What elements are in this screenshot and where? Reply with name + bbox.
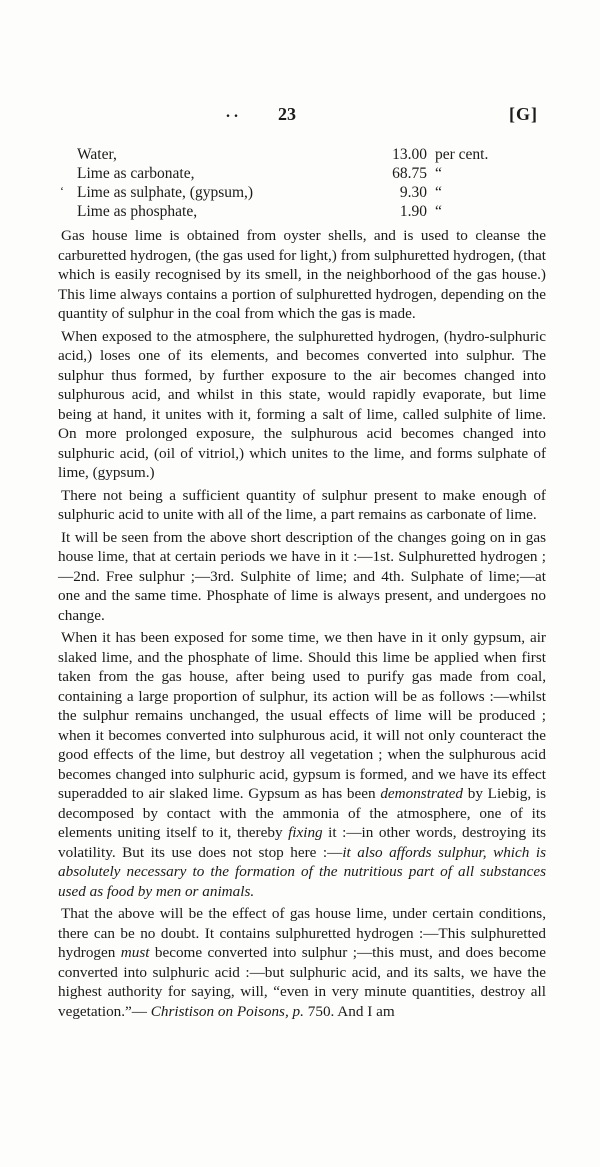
paragraph: Gas house lime is obtained from oyster shells, and is used to cleanse the carburetted hydrogen, (the gas used for light,) from sulphuretted hydrogen, (that which is easily recognised by its smell, in the neighborhood of the gas house.) This lime always contains a portion of sulphuretted hydrogen, depending on the quantity of sulphur in the coal from which the gas is made. [58,227,546,322]
text-run: 750. And I am [303,1002,395,1020]
margin-mark: ʻ [60,184,64,198]
component-name: Lime as sulphate, (gypsum,) [77,184,254,201]
component-value: 1.90 [399,203,427,220]
text-run: by Liebig, is decomposed by contact with the ammonia of the atmosphere, one of its elements uniting itself to it, thereby [58,785,546,841]
component-value: 9.30 [399,184,427,201]
table-row [60,203,530,222]
body-text [58,226,546,1021]
table-row [60,146,530,165]
component-unit: “ [435,165,442,182]
emphasis: it also affords sulphur, which is absolutely necessary to the formation of the nutritious part of all substances used as food by men or animals. [58,843,546,900]
table-row [60,165,530,184]
text-run: it :—in other words, destroying its volatility. But its use does not stop here :— [58,824,546,861]
component-name: Lime as carbonate, [77,165,195,182]
composition-table [60,146,530,222]
paragraph [58,904,546,1021]
header-dots: . . [226,104,238,121]
paragraph: When exposed to the atmosphere, the sulphuretted hydrogen, (hydro-sulphuric acid,) loses one of its elements, and becomes converted into sulphur. The sulphur thus formed, by further exposure to the air becomes changed into sulphurous acid, and whilst in this state, would rapidly evaporate, but lime being at hand, it unites with it, forming a salt of lime, called sulphite of lime. On more prolonged exposure, the sulphurous acid becomes changed into sulphuric acid, (oil of vitriol,) which unites to the lime, and forms sulphate of lime, (gypsum.) [58,327,546,481]
emphasis: fixing [288,824,323,841]
text-run: become converted into sulphur ;—this must, and does become converted into sulphuric acid :—but sulphuric acid, and its salts, we have the highest authority for saying, will, “even in very minute quantities, destroy all vegetation.”— [58,944,546,1020]
citation: Christison on Poisons, p. [150,1002,304,1020]
component-value: 68.75 [392,165,427,182]
page-number: 23 [278,104,296,124]
component-name: Lime as phosphate, [77,203,198,220]
component-name: Water, [77,146,117,163]
component-unit: “ [435,203,442,220]
table-row [60,184,530,203]
component-value: 13.00 [392,146,427,163]
paragraph: There not being a sufficient quantity of sulphur present to make enough of sulphuric acid to unite with all of the lime, a part remains as carbonate of lime. [58,486,546,523]
page-header [0,104,600,130]
text-run: That the above will be the effect of gas house lime, under certain conditions, there can be no doubt. It contains sulphuretted hydrogen :—This sulphuretted hydrogen [58,905,546,961]
signature-mark: [G] [509,104,538,124]
component-unit: per cent. [435,146,489,163]
component-unit: “ [435,184,442,201]
emphasis: demonstrated [380,785,463,802]
paragraph: It will be seen from the above short description of the changes going on in gas house lime, that at certain periods we have in it :—1st. Sulphuretted hydrogen ;—2nd. Free sulphur ;—3rd. Sulphite of lime; and 4th. Sulphate of lime;—at one and the same time. Phosphate of lime is always present, and undergoes no change. [58,528,546,624]
paragraph [58,628,546,901]
text-run: When it has been exposed for some time, we then have in it only gypsum, air slaked lime, and the phosphate of lime. Should this lime be applied when first taken from the gas house, after being used to purify gas made from coal, containing a large proportion of sulphur, its action will be as follows :—whilst the sulphur remains unchanged, the usual effects of lime will be produced ; when it becomes converted into sulphurous acid, it will not only counteract the good effects of the lime, but destroy all vegetation ; when the sulphurous acid becomes changed into sulphuric acid, gypsum is formed, and we have its effect superadded to air slaked lime. Gypsum as has been [58,629,546,802]
emphasis: must [120,944,150,961]
